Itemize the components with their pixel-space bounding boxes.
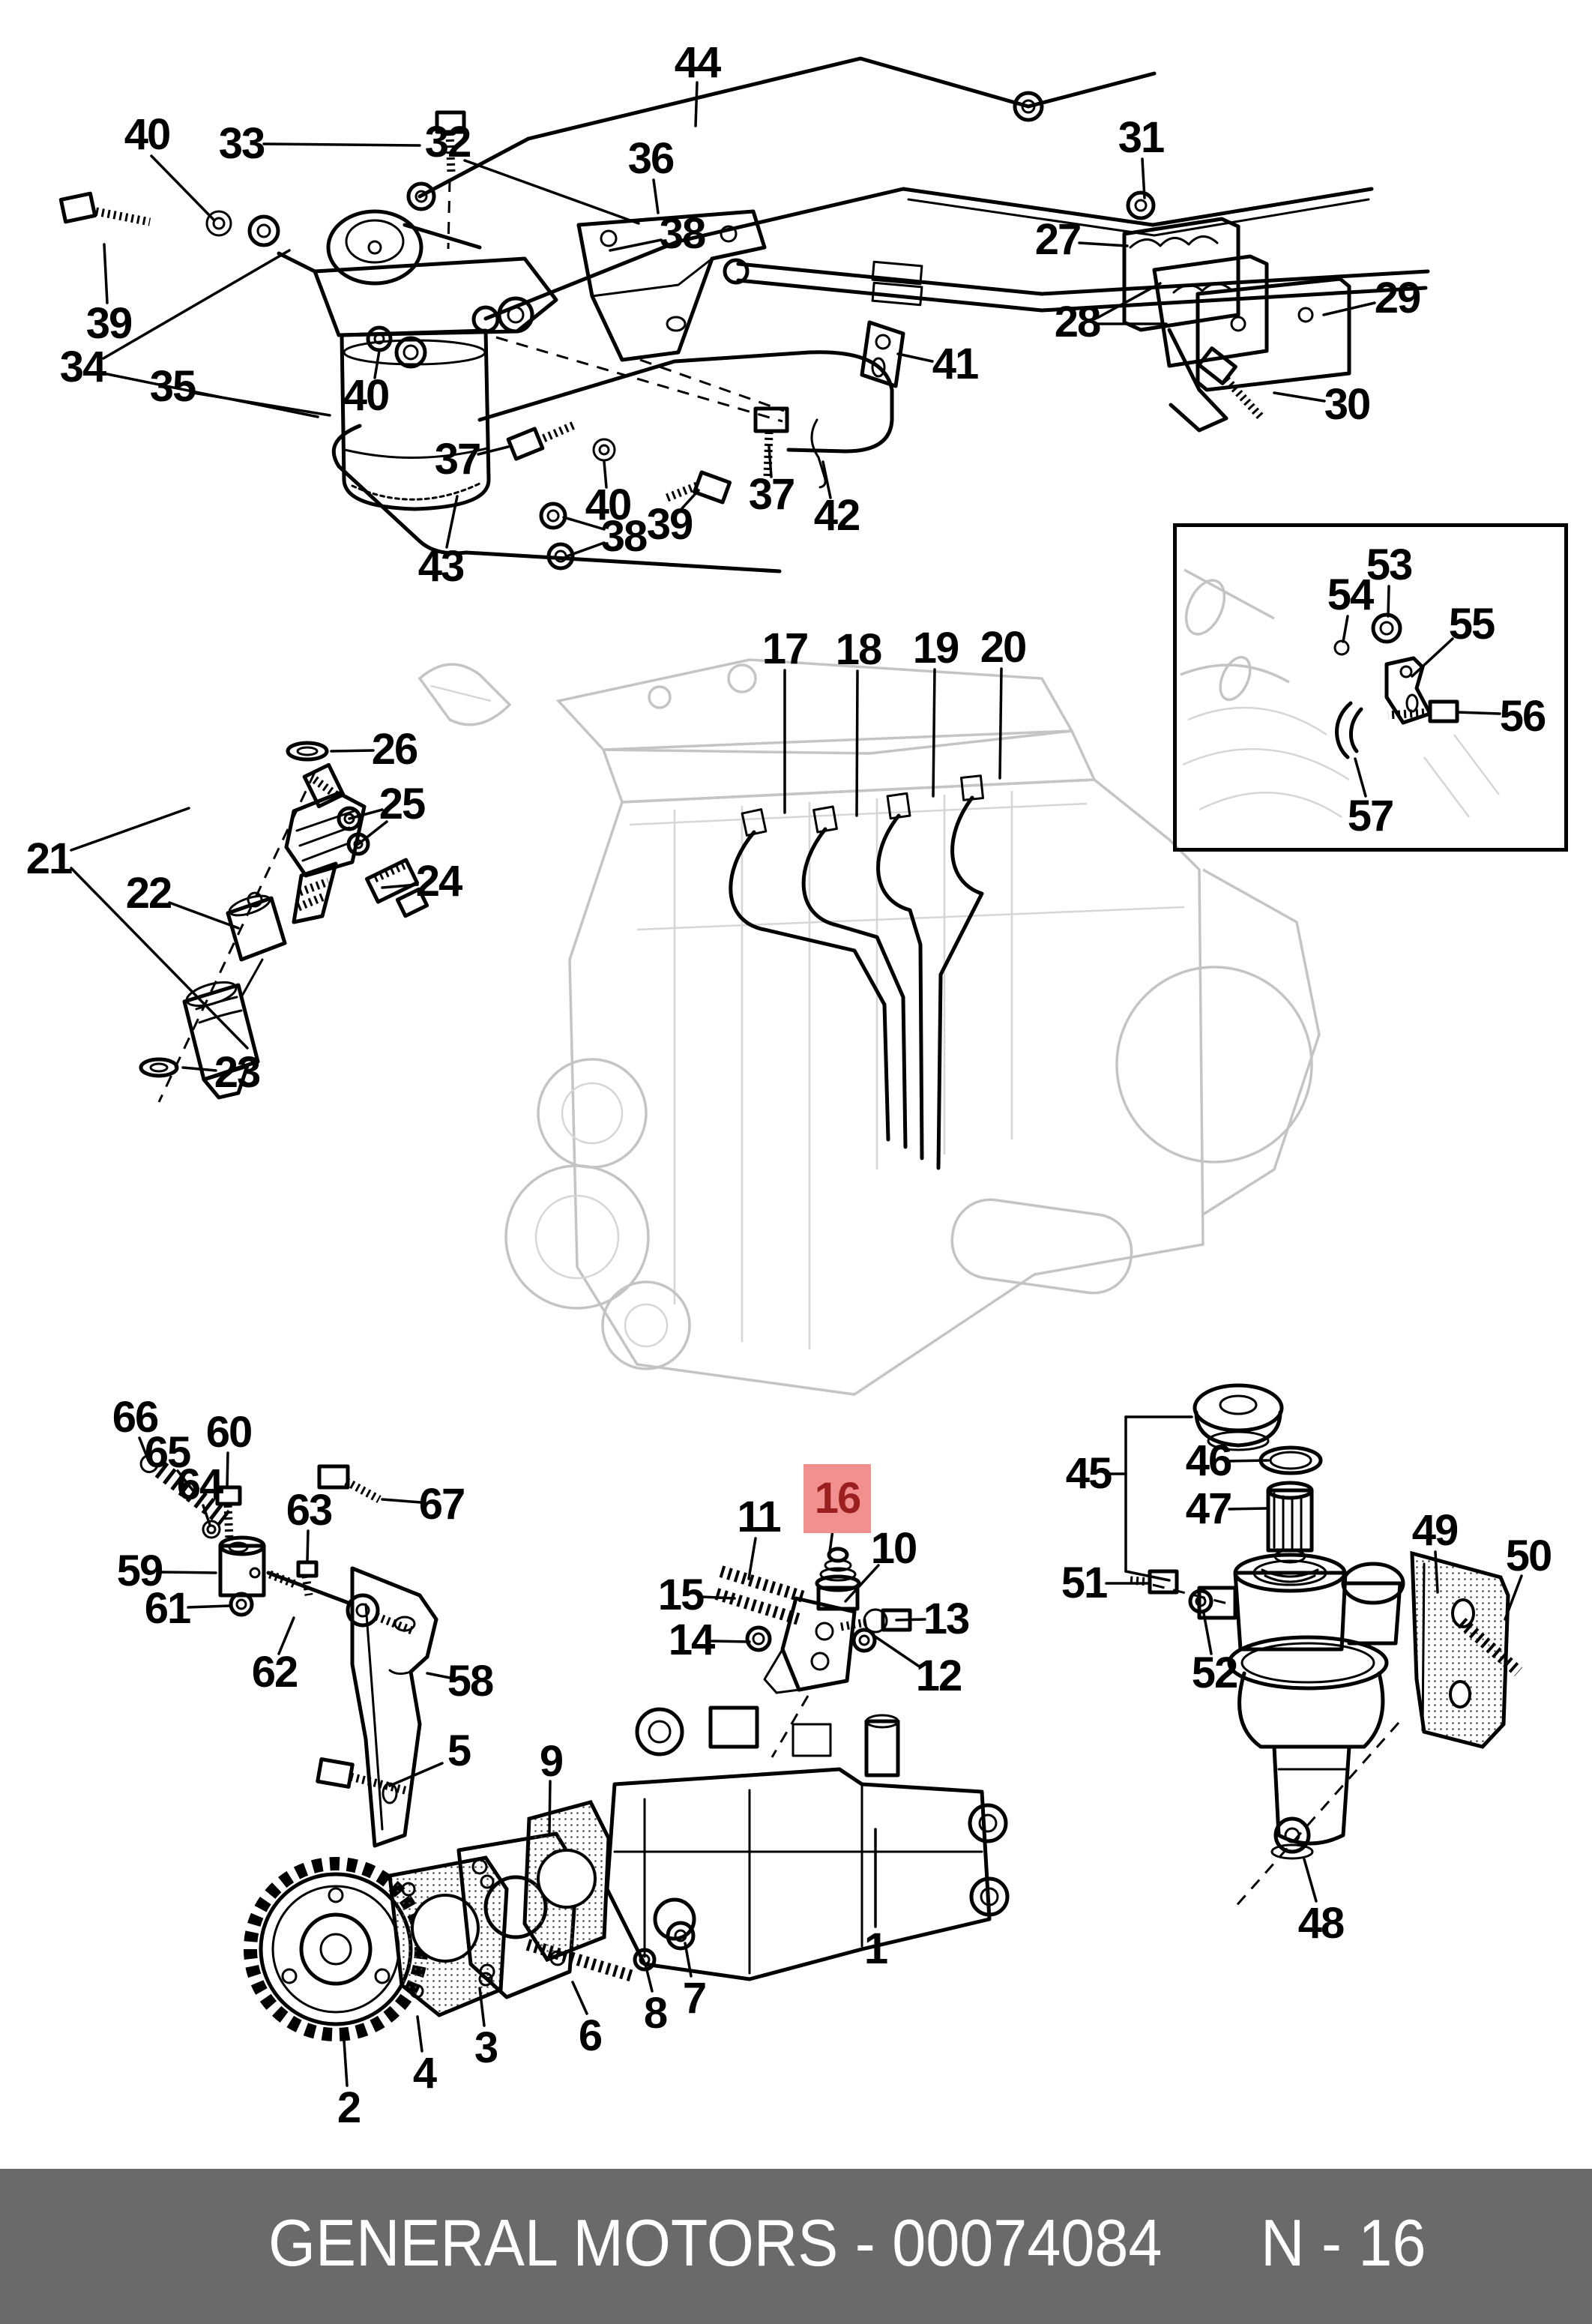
callout-5[interactable]: 5 (447, 1727, 471, 1775)
callout-40[interactable]: 40 (343, 371, 389, 420)
callout-18[interactable]: 18 (835, 625, 881, 674)
callout-42[interactable]: 42 (813, 491, 860, 540)
callout-62[interactable]: 62 (251, 1648, 298, 1697)
callout-60[interactable]: 60 (205, 1408, 252, 1457)
callout-37[interactable]: 37 (434, 435, 480, 484)
callout-63[interactable]: 63 (286, 1486, 332, 1535)
callout-36[interactable]: 36 (627, 134, 674, 183)
callout-39[interactable]: 39 (646, 500, 693, 549)
callout-58[interactable]: 58 (447, 1657, 493, 1706)
callout-10[interactable]: 10 (870, 1524, 917, 1573)
callout-3[interactable]: 3 (474, 2023, 498, 2072)
callout-17[interactable]: 17 (762, 624, 808, 673)
callout-37[interactable]: 37 (748, 470, 795, 519)
callout-25[interactable]: 25 (379, 780, 425, 828)
footer-title: GENERAL MOTORS - 00074084 (268, 2206, 1163, 2280)
callout-14[interactable]: 14 (668, 1616, 714, 1664)
callout-53[interactable]: 53 (1366, 541, 1412, 589)
callout-61[interactable]: 61 (144, 1584, 190, 1633)
callout-47[interactable]: 47 (1185, 1484, 1231, 1533)
callout-56[interactable]: 56 (1499, 692, 1546, 741)
callout-40[interactable]: 40 (585, 481, 631, 529)
callout-27[interactable]: 27 (1034, 215, 1081, 264)
callout-34[interactable]: 34 (59, 343, 106, 391)
callout-39[interactable]: 39 (85, 299, 132, 348)
callout-4[interactable]: 4 (412, 2049, 436, 2098)
callout-66[interactable]: 66 (112, 1393, 158, 1442)
callout-13[interactable]: 13 (923, 1595, 969, 1643)
callout-40[interactable]: 40 (124, 110, 170, 159)
callout-59[interactable]: 59 (116, 1547, 163, 1595)
callout-2[interactable]: 2 (337, 2083, 361, 2132)
callout-22[interactable]: 22 (125, 869, 172, 918)
callout-30[interactable]: 30 (1324, 380, 1370, 429)
callout-20[interactable]: 20 (980, 623, 1026, 672)
callout-65[interactable]: 65 (144, 1428, 190, 1477)
callout-9[interactable]: 9 (539, 1737, 563, 1786)
callout-7[interactable]: 7 (682, 1974, 706, 2023)
callout-46[interactable]: 46 (1185, 1436, 1231, 1485)
callout-26[interactable]: 26 (371, 725, 417, 774)
callout-38[interactable]: 38 (659, 209, 705, 258)
callout-29[interactable]: 29 (1374, 274, 1420, 322)
callout-6[interactable]: 6 (578, 2011, 602, 2060)
callout-35[interactable]: 35 (149, 362, 196, 411)
callout-23[interactable]: 23 (214, 1048, 260, 1097)
callout-45[interactable]: 45 (1065, 1449, 1112, 1498)
callout-1[interactable]: 1 (863, 1924, 887, 1973)
callout-50[interactable]: 50 (1505, 1532, 1552, 1580)
callout-21[interactable]: 21 (25, 834, 72, 883)
callout-54[interactable]: 54 (1327, 571, 1373, 619)
callout-48[interactable]: 48 (1297, 1899, 1344, 1948)
callout-44[interactable]: 44 (674, 38, 720, 87)
callout-67[interactable]: 67 (418, 1480, 465, 1529)
callout-38[interactable]: 38 (600, 512, 647, 561)
callout-43[interactable]: 43 (417, 542, 464, 591)
callout-19[interactable]: 19 (912, 624, 959, 672)
callout-24[interactable]: 24 (415, 857, 462, 906)
footer-page-ref: N - 16 (1261, 2206, 1426, 2280)
callout-49[interactable]: 49 (1411, 1506, 1458, 1555)
callout-16-highlighted[interactable]: 16 (803, 1464, 871, 1533)
callout-52[interactable]: 52 (1191, 1649, 1237, 1697)
callout-8[interactable]: 8 (643, 1989, 667, 2038)
callout-33[interactable]: 33 (218, 119, 265, 168)
callout-64[interactable]: 64 (176, 1460, 223, 1509)
callout-55[interactable]: 55 (1448, 600, 1495, 648)
callout-32[interactable]: 32 (424, 118, 471, 166)
callout-41[interactable]: 41 (932, 340, 978, 388)
callout-28[interactable]: 28 (1054, 298, 1100, 346)
callout-11[interactable]: 11 (737, 1493, 780, 1541)
callout-12[interactable]: 12 (915, 1652, 962, 1700)
callout-31[interactable]: 31 (1118, 113, 1164, 162)
callout-51[interactable]: 51 (1061, 1559, 1107, 1607)
callout-15[interactable]: 15 (657, 1571, 704, 1619)
footer-bar (0, 2169, 1592, 2324)
callout-57[interactable]: 57 (1347, 792, 1393, 840)
